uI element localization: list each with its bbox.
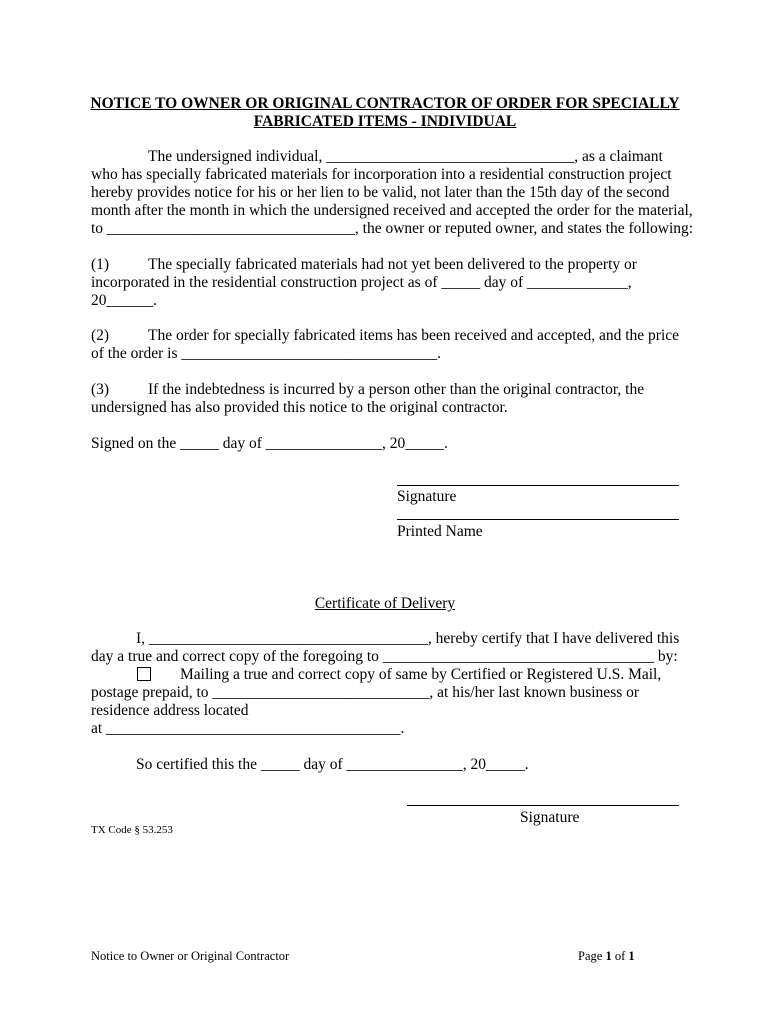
page-prefix: Page xyxy=(578,949,606,963)
document-title-line-1: NOTICE TO OWNER OR ORIGINAL CONTRACTOR OF ORDER FOR SPECIALLY xyxy=(90,95,680,112)
signed-on-line: Signed on the _____ day of _______________, 20_____. xyxy=(91,435,448,452)
certificate-line-4: postage prepaid, to ____________________________, at his/her last known business or xyxy=(91,684,640,701)
code-reference: TX Code § 53.253 xyxy=(91,824,173,836)
signature-line xyxy=(397,485,679,486)
certificate-line-3: Mailing a true and correct copy of same by Certified or Registered U.S. Mail, xyxy=(180,666,662,683)
item-3-line-2: undersigned has also provided this notice to the original contractor. xyxy=(91,399,508,416)
intro-line-2: who has specially fabricated materials for incorporation into a residential construction project xyxy=(91,166,672,183)
certified-line: So certified this the _____ day of _______________, 20_____. xyxy=(136,756,529,773)
intro-line-3: hereby provides notice for his or her lien to be valid, not later than the 15th day of the second xyxy=(91,184,670,201)
intro-line-5: to ________________________________, the owner or reputed owner, and states the following: xyxy=(91,220,694,237)
page-of: of xyxy=(611,949,629,963)
item-3-line-1: If the indebtedness is incurred by a person other than the original contractor, the xyxy=(148,381,645,398)
item-1-line-1: The specially fabricated materials had not yet been delivered to the property or xyxy=(148,256,637,273)
mail-checkbox[interactable] xyxy=(137,667,151,681)
printed-name-label: Printed Name xyxy=(397,523,483,540)
item-3-number: (3) xyxy=(91,381,110,398)
page-total: 1 xyxy=(628,949,635,963)
signature-label: Signature xyxy=(397,488,457,505)
intro-line-1: The undersigned individual, ________________________________, as a claimant xyxy=(148,148,663,165)
intro-line-4: month after the month in which the undersigned received and accepted the order for the material, xyxy=(91,202,693,219)
item-1-line-3: 20______. xyxy=(91,292,157,309)
item-2-line-2: of the order is _________________________________. xyxy=(91,345,442,362)
page-indicator xyxy=(578,949,635,964)
certificate-line-5: residence address located xyxy=(91,702,249,719)
certificate-signature-label: Signature xyxy=(520,809,580,826)
footer-title: Notice to Owner or Original Contractor xyxy=(91,949,290,963)
certificate-line-2: day a true and correct copy of the foregoing to ___________________________________ by: xyxy=(91,648,678,665)
certificate-signature-line xyxy=(407,805,679,806)
item-2-number: (2) xyxy=(91,327,110,344)
item-1-line-2: incorporated in the residential construction project as of _____ day of _____________, xyxy=(91,274,632,291)
certificate-line-6: at ______________________________________. xyxy=(91,720,405,737)
document-title-line-2: FABRICATED ITEMS - INDIVIDUAL xyxy=(253,113,517,130)
certificate-line-1: I, ____________________________________, hereby certify that I have delivered this xyxy=(136,630,680,647)
printed-name-line xyxy=(397,519,679,520)
item-2-line-1: The order for specially fabricated items has been received and accepted, and the price xyxy=(148,327,680,344)
certificate-heading: Certificate of Delivery xyxy=(314,595,456,612)
page-number: 1 xyxy=(605,949,612,963)
item-1-number: (1) xyxy=(91,256,110,273)
